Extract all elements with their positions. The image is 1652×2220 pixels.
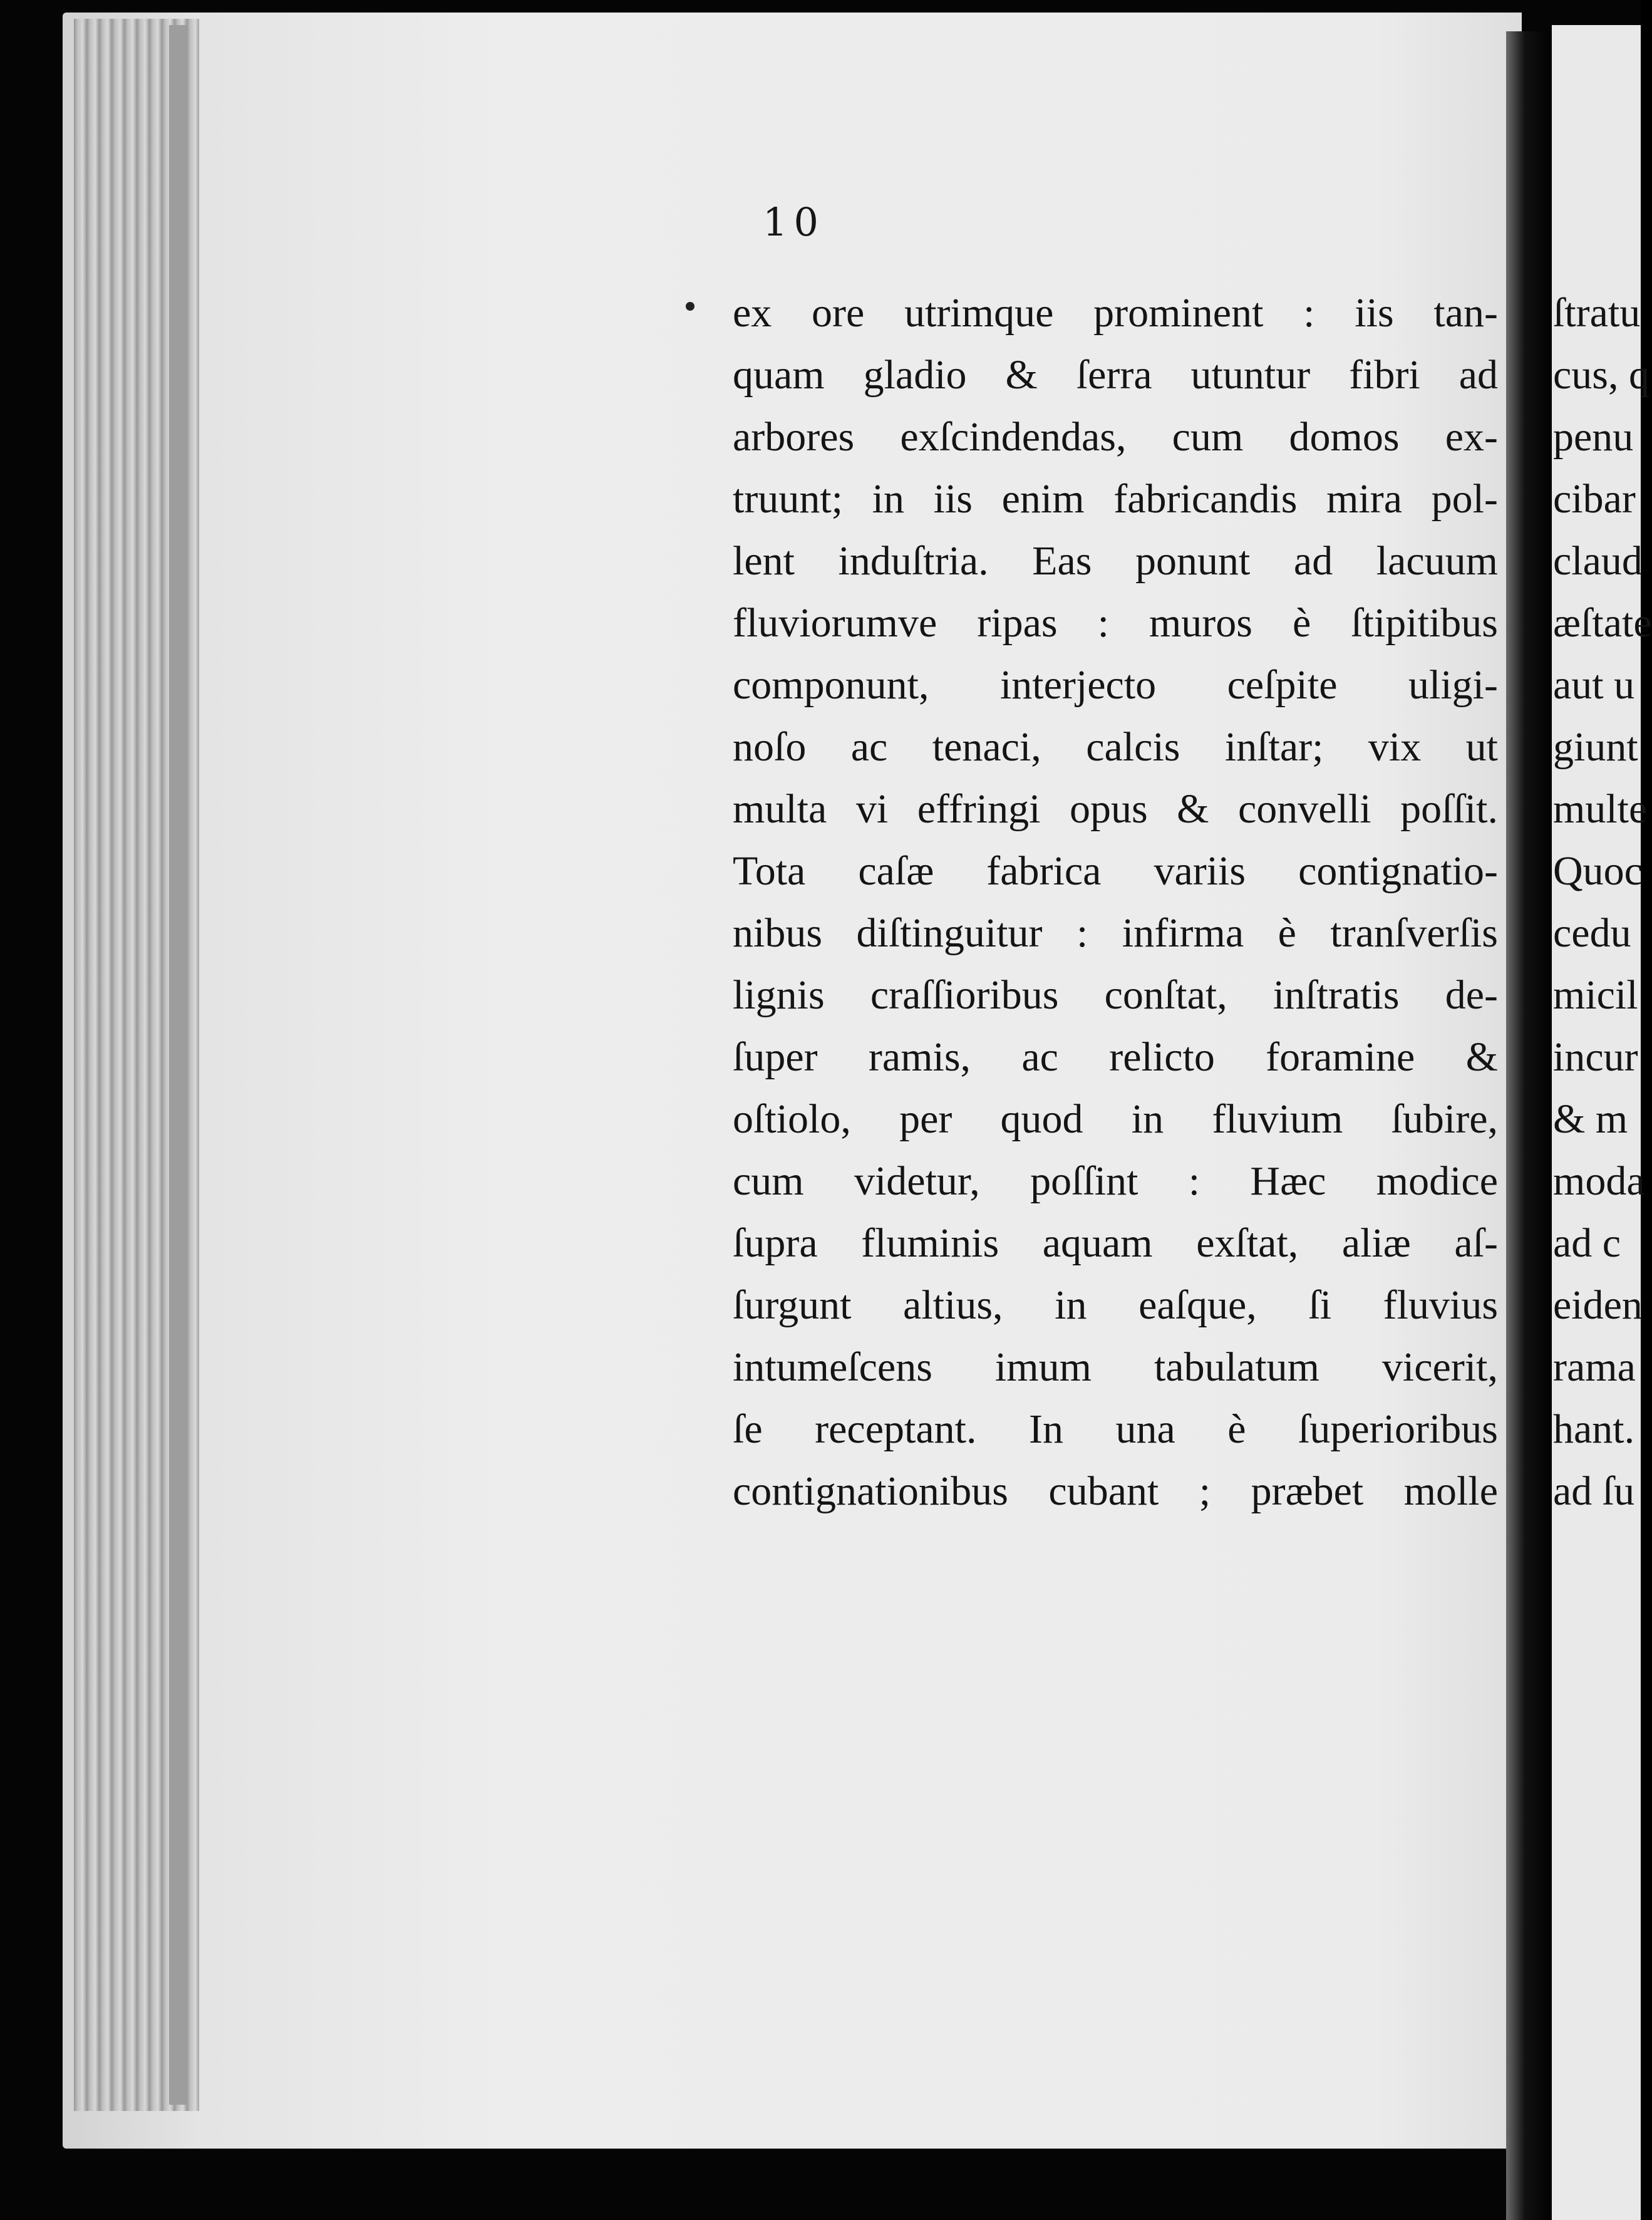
text-line: intumeſcens imum tabulatum vicerit, [733, 1344, 1498, 1390]
text-line: ſurgunt altius, in eaſque, ſi fluvius [733, 1282, 1498, 1328]
page-binding-edge [169, 25, 187, 2105]
text-line: multa vi effringi opus & convelli poſſit. [733, 786, 1498, 832]
facing-page-text [1553, 282, 1652, 1522]
text-line: oſtiolo, per quod in fluvium ſubire, [733, 1096, 1498, 1142]
facing-text-line: incur [1553, 1034, 1638, 1080]
text-line: cum videtur, poſſint : Hæc modice [733, 1158, 1498, 1204]
text-line: truunt; in iis enim fabricandis mira pol- [733, 476, 1498, 522]
text-line: lent induſtria. Eas ponunt ad lacuum [733, 538, 1498, 584]
facing-text-line: ad ſu [1553, 1468, 1635, 1514]
text-line: ſuper ramis, ac relicto foramine & [733, 1034, 1498, 1080]
facing-text-line: hant. [1553, 1406, 1635, 1452]
facing-text-line: claud [1553, 538, 1643, 584]
facing-text-line: cibar [1553, 476, 1636, 522]
facing-text-line: penu [1553, 414, 1634, 460]
facing-text-line: moda [1553, 1158, 1645, 1204]
facing-text-line: ſtratu [1553, 290, 1641, 336]
text-line: quam gladio & ſerra utuntur fibri ad [733, 352, 1498, 398]
facing-text-line: ad c [1553, 1220, 1621, 1266]
book-gutter [1506, 31, 1553, 2220]
text-line: noſo ac tenaci, calcis inſtar; vix ut [733, 724, 1498, 770]
facing-text-line: rama [1553, 1344, 1636, 1390]
text-line: ex ore utrimque prominent : iis tan- [733, 290, 1498, 336]
facing-text-line: & m [1553, 1096, 1628, 1142]
page-number: 10 [763, 199, 825, 245]
facing-text-line: æſtate [1553, 600, 1652, 646]
facing-text-line: Quoc [1553, 848, 1643, 894]
text-line: Tota caſæ fabrica variis contignatio- [733, 848, 1498, 894]
text-line: componunt, interjecto ceſpite uligi- [733, 662, 1498, 708]
text-line: ſupra fluminis aquam exſtat, aliæ aſ- [733, 1220, 1498, 1266]
text-line: arbores exſcindendas, cum domos ex- [733, 414, 1498, 460]
facing-text-line: cedu [1553, 910, 1631, 956]
facing-text-line: eiden [1553, 1282, 1643, 1328]
text-line: nibus diſtinguitur : infirma è tranſverſis [733, 910, 1498, 956]
facing-text-line: micil [1553, 972, 1638, 1018]
text-line: lignis craſſioribus conſtat, inſtratis de- [733, 972, 1498, 1018]
facing-text-line: aut u [1553, 662, 1635, 708]
text-line: ſe receptant. In una è ſuperioribus [733, 1406, 1498, 1452]
facing-text-line: multe [1553, 786, 1648, 832]
facing-text-line: giunt [1553, 724, 1638, 770]
ink-speck [686, 302, 694, 311]
text-line: fluviorumve ripas : muros è ſtipitibus [733, 600, 1498, 646]
text-line: contignationibus cubant ; præbet molle [733, 1468, 1498, 1514]
body-text [733, 282, 1498, 1522]
facing-text-line: cus, q [1553, 352, 1649, 398]
